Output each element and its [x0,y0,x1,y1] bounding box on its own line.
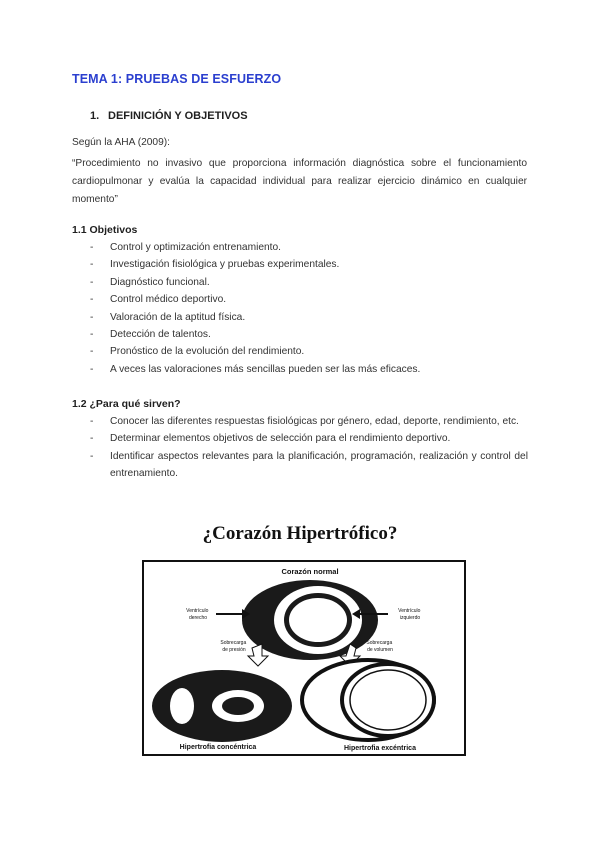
subheading-para-que: 1.2 ¿Para qué sirven? [72,398,181,410]
dash-bullet: - [90,276,94,288]
subheading-objetivos: 1.1 Objetivos [72,224,138,236]
section-heading-text: DEFINICIÓN Y OBJETIVOS [108,110,248,122]
dash-bullet: - [90,242,94,253]
list-item: - Diagnóstico funcional. [90,274,528,291]
label-sobrecarga-presion-1: Sobrecarga [220,640,247,646]
page-title: TEMA 1: PRUEBAS DE ESFUERZO [72,72,282,86]
label-sobrecarga-volumen-1: Sobrecarga [366,640,393,646]
dash-bullet: - [90,294,94,306]
section-heading-definicion [90,110,248,122]
source-line: Según la AHA (2009): [72,137,170,148]
figure-title: ¿Corazón Hipertrófico? [202,523,398,544]
list-item: - Investigación fisiológica y pruebas experimentales. [90,256,528,273]
list-item: - Determinar elementos objetivos de selección para el rendimiento deportivo. [90,430,528,447]
label-ventriculo-izquierdo-1: Ventrículo [398,608,421,614]
concentric-hypertrophy-heart [152,670,292,742]
list-item: - Valoración de la aptitud física. [90,309,528,326]
section-number: 1. [90,110,100,122]
label-hipertrofia-excentrica: Hipertrofia excéntrica [344,745,416,752]
list-item: - Detección de talentos. [90,326,528,343]
eccentric-hypertrophy-heart [302,660,434,740]
svg-text:Ventrículo derecho [186,608,210,621]
dash-bullet: - [90,363,94,375]
objetivos-list [90,239,528,378]
list-item: - Control médico deportivo. [90,291,528,308]
dash-bullet: - [90,311,94,323]
dash-bullet: - [90,346,94,358]
label-ventriculo-derecho-2: derecho [188,615,208,621]
label-sobrecarga-presion-2: de presión [222,647,246,653]
label-hipertrofia-concentrica: Hipertrofia concéntrica [179,744,257,751]
list-item: - Conocer las diferentes respuestas fisiológicas por género, edad, deporte, rendimiento, etc. [90,413,528,430]
list-item: - Identificar aspectos relevantes para la planificación, programación, realización y control del entrenamiento. [90,448,528,483]
label-ventriculo-derecho-1: Ventrículo [186,608,209,614]
dash-bullet: - [90,416,94,427]
label-corazon-normal: Corazón normal [281,567,339,576]
svg-text:Sobrecarga de presión [220,640,247,653]
para-que-list [90,413,528,483]
definition-quote: “Procedimiento no invasivo que proporciona información diagnóstica sobre el funcionamiento cardiopulmonar y evalúa la capacidad individual para realizar ejercicio dinámico en cualquier momento” [72,158,527,205]
svg-text:Ventrículo izquierdo [398,608,422,621]
dash-bullet: - [90,450,94,462]
dash-bullet: - [90,259,94,271]
label-sobrecarga-volumen-2: de volumen [367,647,393,653]
list-item: - Control y optimización entrenamiento. [90,239,528,256]
svg-text:Sobrecarga de volumen [366,640,393,653]
list-item: - A veces las valoraciones más sencillas pueden ser las más eficaces. [90,361,528,378]
heart-hypertrophy-diagram [142,560,466,756]
list-item: - Pronóstico de la evolución del rendimiento. [90,343,528,360]
dash-bullet: - [90,329,94,341]
label-ventriculo-izquierdo-2: izquierdo [399,615,421,621]
dash-bullet: - [90,433,94,445]
